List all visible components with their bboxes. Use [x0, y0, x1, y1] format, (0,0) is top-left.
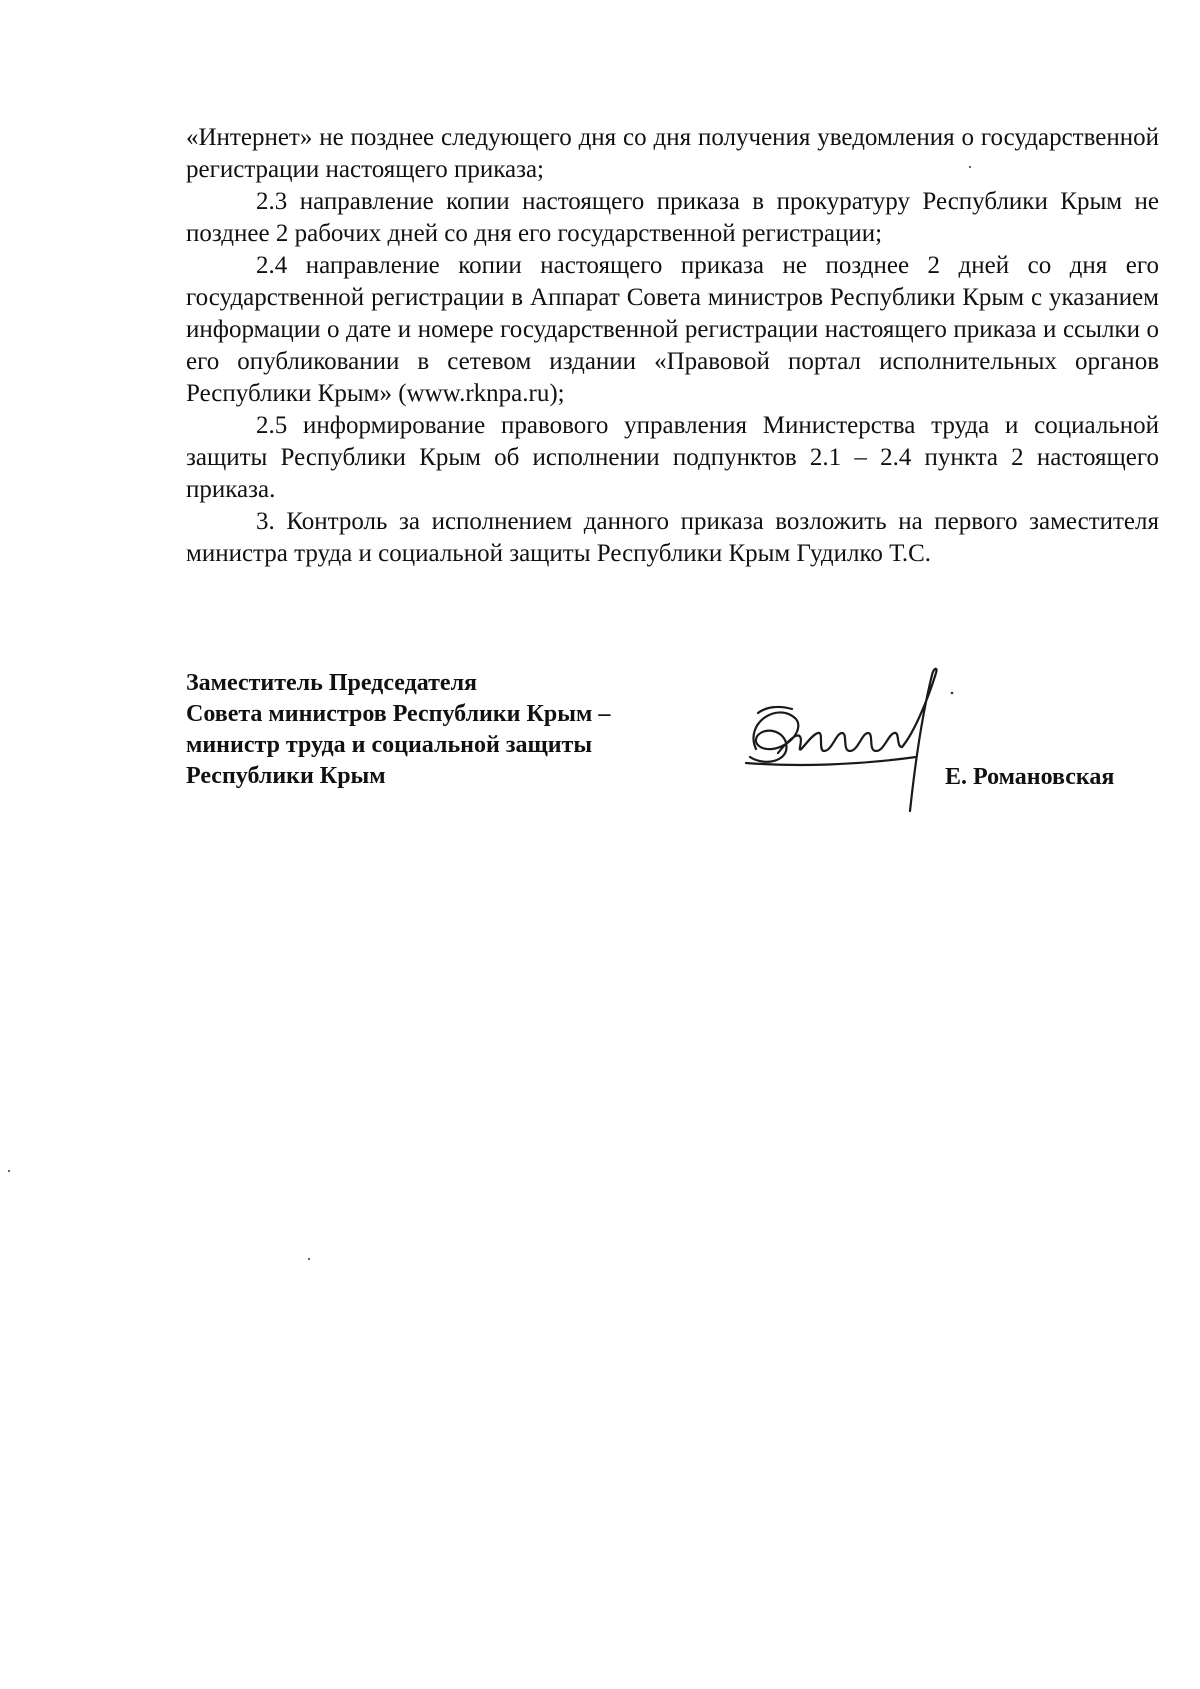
signatory-title	[186, 668, 610, 792]
scan-speck	[969, 166, 971, 168]
paragraph-2-3: 2.3 направление копии настоящего приказа в прокуратуру Республики Крым не позднее 2 рабочих дней со дня его государственной регистрации;	[186, 188, 1159, 247]
document-body	[186, 122, 1159, 570]
paragraph-continuation: «Интернет» не позднее следующего дня со дня получения уведомления о государственной регистрации настоящего приказа;	[186, 124, 1159, 183]
signatory-title-line: министр труда и социальной защиты	[186, 732, 593, 758]
signatory-title-line: Республики Крым	[186, 763, 386, 789]
signatory-title-line: Совета министров Республики Крым –	[186, 701, 611, 727]
scan-speck	[8, 1170, 10, 1172]
signer-name: Е. Романовская	[945, 764, 1115, 790]
paragraph-2-4: 2.4 направление копии настоящего приказа не позднее 2 дней со дня его государственной регистрации в Аппарат Совета министров Республики Крым с указанием информации о дате и номере государственной регистрации настоящего приказа и ссылки о его опубликовании в сетевом издании «Правовой портал исполнительных органов Республики Крым» (www.rknpa.ru);	[186, 252, 1159, 407]
scan-speck	[308, 1258, 310, 1260]
handwritten-signature	[738, 663, 978, 813]
signatory-title-line: Заместитель Председателя	[186, 670, 478, 696]
paragraph-3: 3. Контроль за исполнением данного приказа возложить на первого заместителя министра труда и социальной защиты Республики Крым Гудилко Т.С.	[186, 508, 1159, 567]
paragraph-2-5: 2.5 информирование правового управления Министерства труда и социальной защиты Республики Крым об исполнении подпунктов 2.1 – 2.4 пункта 2 настоящего приказа.	[186, 412, 1159, 503]
